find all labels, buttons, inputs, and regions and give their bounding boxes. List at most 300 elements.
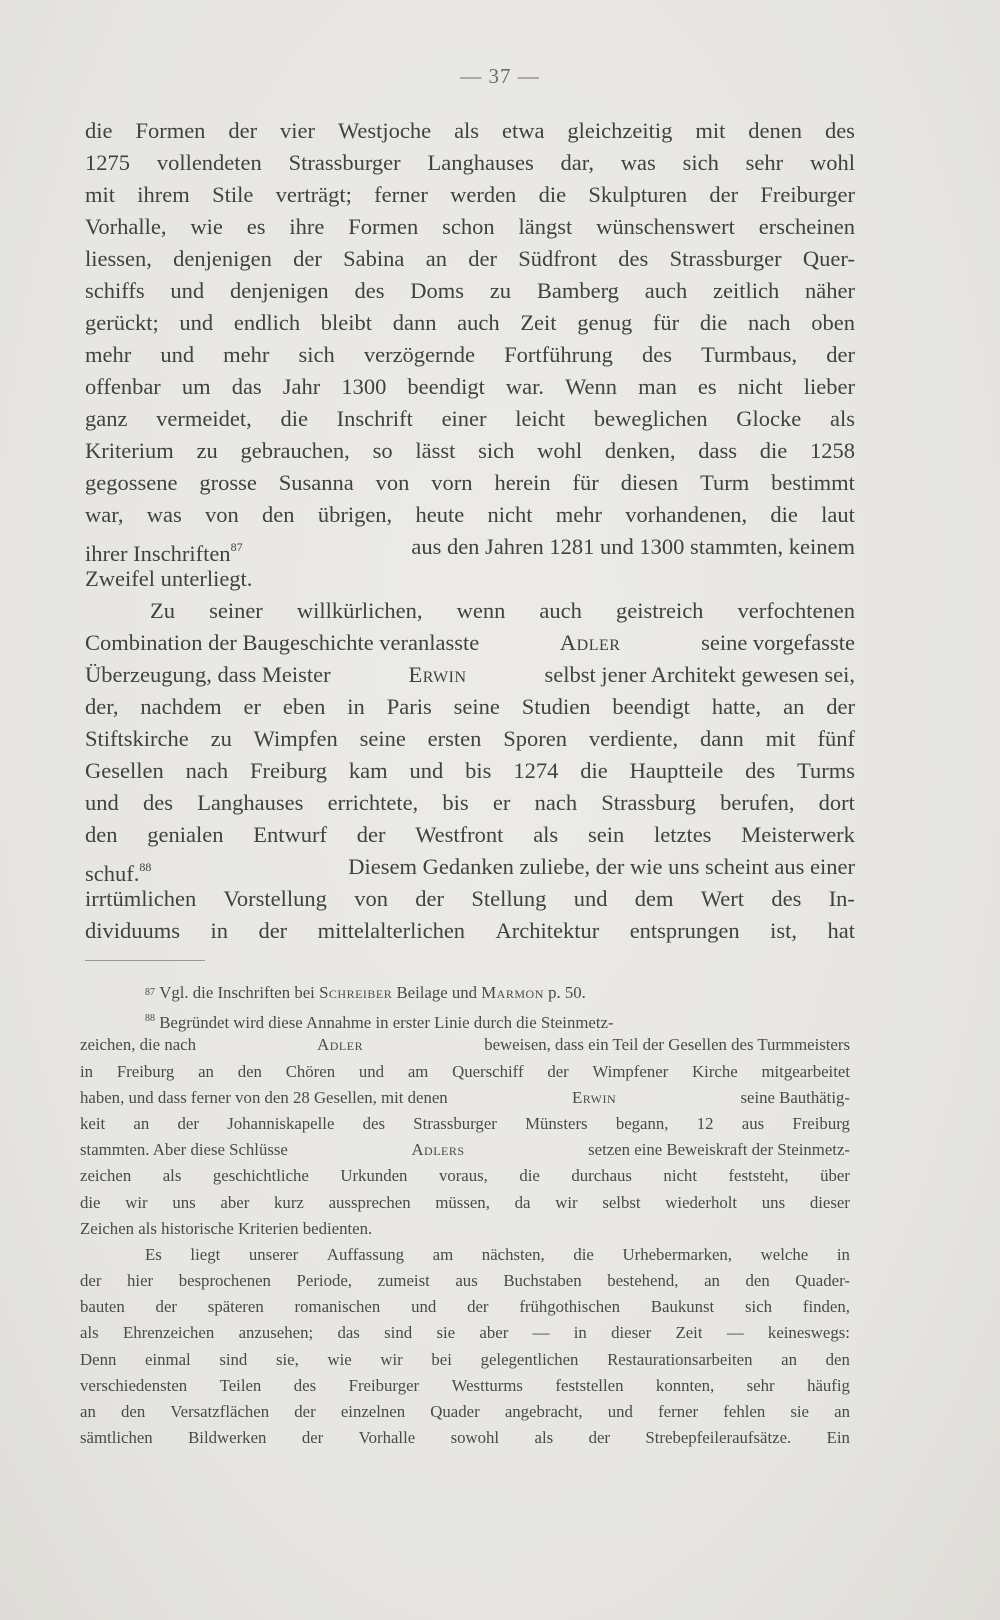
word: sie: [436, 1323, 456, 1343]
word: für: [652, 310, 680, 335]
word: sie,: [275, 1349, 299, 1369]
word: den: [825, 1349, 850, 1369]
word: an: [80, 1402, 96, 1421]
word: und: [411, 1297, 437, 1317]
word: mit: [695, 118, 726, 143]
page-number: — 37 —: [460, 64, 540, 88]
word: Stellung: [471, 886, 547, 911]
word: etwa: [502, 118, 545, 143]
word: In-: [828, 886, 855, 911]
word: Wenn: [565, 374, 618, 399]
word: angebracht,: [504, 1402, 583, 1421]
word: auch: [539, 598, 582, 623]
word: und: [160, 342, 195, 367]
word: an: [198, 1061, 214, 1081]
word: sein: [587, 822, 625, 847]
word: ganz: [85, 406, 128, 431]
word: Quer-: [802, 246, 855, 271]
word: mitgearbeitet: [761, 1061, 850, 1081]
word: Architektur: [495, 918, 600, 943]
word: vollendeten: [156, 150, 262, 175]
text-line: [85, 211, 855, 243]
word: vier: [280, 118, 316, 143]
word: nicht: [737, 374, 783, 399]
word: übrigen,: [317, 502, 393, 527]
word: der: [356, 822, 386, 847]
word: Paris: [386, 694, 432, 719]
word: Strassburg: [601, 790, 696, 815]
footnote-88-line: [80, 1137, 850, 1163]
footnote-number: $^{88}$ Begründet wird diese Annahme in erster Linie durch die Steinmetz-: [145, 1013, 614, 1033]
word: verdiente,: [588, 726, 679, 751]
word: kam: [348, 758, 388, 783]
word: Langhauses: [197, 790, 304, 815]
footnote-88-line: [80, 1163, 850, 1189]
word: mehr: [223, 342, 270, 367]
text-line: [85, 275, 855, 307]
word: den: [85, 822, 118, 847]
word: sind: [384, 1323, 413, 1343]
word: beendigt: [612, 694, 690, 719]
text-line: Zweifel unterliegt.: [85, 566, 253, 591]
text-segment: setzen eine Beweiskraft der Steinmetz-: [588, 1140, 850, 1160]
word: Bildwerken: [188, 1428, 267, 1448]
word: Turm: [700, 470, 750, 495]
word: dann: [392, 310, 437, 335]
word: Formen: [135, 118, 206, 143]
word: Es: [145, 1244, 162, 1264]
word: bei: [431, 1349, 452, 1369]
word: dieser: [611, 1323, 652, 1343]
word: fehlen: [723, 1402, 766, 1421]
word: gerückt;: [85, 310, 159, 335]
word: Quader-: [795, 1271, 850, 1291]
word: Querschiff: [452, 1061, 524, 1081]
word: irrtümlichen: [85, 886, 197, 911]
word: schiffs: [85, 278, 145, 303]
footnote-ref-88[interactable]: 88: [139, 860, 152, 874]
text-segment: zeichen, die nach: [80, 1035, 197, 1055]
word: eben: [282, 694, 326, 719]
text-line: [85, 435, 855, 467]
word: wir: [380, 1349, 403, 1369]
word: Auffassung: [326, 1244, 404, 1264]
word: auch: [644, 278, 688, 303]
word: gegossene: [85, 470, 178, 495]
word: genug: [577, 310, 633, 335]
word: wir: [125, 1192, 148, 1212]
word: denken,: [604, 438, 676, 463]
footnote-ref-87[interactable]: 87: [230, 540, 243, 554]
word: vermeidet,: [156, 406, 252, 431]
word: nicht: [487, 502, 533, 527]
word: der: [709, 182, 739, 207]
footnote-88-line: Zeichen als historische Kriterien bedienten.: [80, 1218, 373, 1238]
word: der: [468, 246, 497, 271]
word: verträgt;: [275, 182, 352, 207]
text-segment: Überzeugung, dass Meister: [85, 662, 331, 687]
word: Susanna: [278, 470, 354, 495]
word: war.: [505, 374, 545, 399]
word: der: [293, 246, 322, 271]
word: der: [547, 1061, 569, 1081]
word: uns: [172, 1192, 196, 1212]
word: Strassburger: [288, 150, 401, 175]
word: Münsters: [525, 1113, 588, 1133]
word: Skulpturen: [588, 182, 688, 207]
text-line: [85, 851, 855, 886]
text-line: [85, 755, 855, 787]
word: den: [262, 502, 295, 527]
word: ihre: [289, 214, 325, 239]
text-line: [85, 691, 855, 723]
word: der: [415, 886, 445, 911]
text-line: [85, 243, 855, 275]
word: zeitlich: [713, 278, 780, 303]
word: zu: [489, 278, 512, 303]
word: das: [337, 1323, 360, 1343]
word: beendigt: [407, 374, 485, 399]
word: genialen: [147, 822, 224, 847]
word: —: [532, 1323, 550, 1343]
word: bis: [442, 790, 469, 815]
word: aber: [220, 1192, 250, 1212]
word: von: [354, 886, 388, 911]
word: die: [538, 182, 567, 207]
text-segment: selbst jener Architekt gewesen sei,: [544, 662, 855, 687]
word: wie: [190, 214, 223, 239]
word: sich: [298, 342, 335, 367]
word: der: [588, 1428, 610, 1448]
text-line: [85, 595, 855, 627]
word: 1274: [513, 758, 559, 783]
word: wiederholt: [665, 1192, 738, 1212]
word: auch: [457, 310, 500, 335]
word: mittelalterlichen: [317, 918, 466, 943]
word: der: [467, 1297, 489, 1317]
word: des: [771, 886, 802, 911]
word: welche: [760, 1244, 809, 1264]
word: Vorstellung: [223, 886, 327, 911]
word: der: [80, 1271, 102, 1291]
word: sehr: [746, 1375, 775, 1395]
word: und: [409, 758, 444, 783]
word: als: [162, 1166, 182, 1186]
word: ferner: [374, 182, 428, 207]
word: Südfront: [518, 246, 597, 271]
word: Doms: [410, 278, 465, 303]
word: Entwurf: [253, 822, 327, 847]
word: Wert: [700, 886, 745, 911]
person-name: Erwin: [408, 662, 467, 687]
word: Zeit: [675, 1323, 703, 1343]
word: grosse: [199, 470, 257, 495]
word: Buchstaben: [503, 1271, 582, 1291]
footnote-88-line: [80, 1006, 850, 1032]
word: nächsten,: [481, 1244, 545, 1264]
text-segment: seine vorgefasste: [701, 630, 855, 655]
footnote-88-line: [80, 1111, 850, 1137]
word: 1258: [809, 438, 855, 463]
word: Vorhalle: [358, 1428, 416, 1448]
word: sie: [790, 1402, 810, 1421]
author-name: Marmon: [481, 983, 544, 1002]
word: Baukunst: [650, 1297, 715, 1317]
word: Freiburg: [792, 1113, 850, 1133]
word: Studien: [521, 694, 591, 719]
word: Freiburg: [249, 758, 328, 783]
word: und: [85, 790, 119, 815]
word: wie: [327, 1349, 352, 1369]
word: seine: [359, 726, 406, 751]
footnote-88-line: [80, 1373, 850, 1399]
word: nicht: [663, 1166, 697, 1186]
word: liessen,: [85, 246, 152, 271]
word: der: [826, 342, 855, 367]
text-line: [85, 627, 855, 659]
word: am: [407, 1061, 429, 1081]
word: des: [142, 790, 173, 815]
word: den: [237, 1061, 262, 1081]
word: keit: [80, 1113, 106, 1133]
word: Gesellen: [85, 758, 164, 783]
word: hatte,: [711, 694, 762, 719]
word: späteren: [207, 1297, 264, 1317]
word: Formen: [348, 214, 419, 239]
word: begann,: [615, 1113, 669, 1133]
word: Fortführung: [504, 342, 613, 367]
word: Westfront: [415, 822, 504, 847]
word: einer: [441, 406, 487, 431]
word: dividuums: [85, 918, 181, 943]
word: Urkunden: [340, 1166, 408, 1186]
word: die: [759, 438, 788, 463]
word: 1300: [341, 374, 387, 399]
word: denjenigen: [229, 278, 329, 303]
word: seiner: [209, 598, 263, 623]
word: lässt: [415, 438, 456, 463]
author-name: Adler: [559, 630, 621, 655]
text-line: [85, 371, 855, 403]
footnote-88-line: [80, 1085, 850, 1111]
text-segment: beweisen, dass ein Teil der Gesellen des Turmmeisters: [484, 1035, 850, 1055]
word: mit: [85, 182, 116, 207]
text-segment: haben, und dass ferner von den 28 Gesellen, mit denen: [80, 1087, 448, 1107]
word: nachdem: [140, 694, 222, 719]
author-name: Adler: [317, 1035, 364, 1055]
footnote-88-line: [80, 1399, 850, 1425]
word: romanischen: [294, 1297, 381, 1317]
word: beweglichen: [593, 406, 708, 431]
word: Freiburg: [116, 1061, 175, 1081]
word: in: [210, 918, 228, 943]
word: die: [280, 406, 308, 431]
text-line: [85, 115, 855, 147]
footnote-divider: [85, 960, 205, 961]
word: berufen,: [720, 790, 795, 815]
word: ist,: [770, 918, 798, 943]
word: der: [258, 918, 288, 943]
word: von: [205, 502, 239, 527]
word: herein: [494, 470, 551, 495]
word: sind: [219, 1349, 248, 1369]
person-name: Erwin: [572, 1087, 617, 1107]
text-line: [85, 659, 855, 691]
word: Ehrenzeichen: [122, 1323, 215, 1343]
word: Teilen: [219, 1375, 262, 1395]
word: letztes: [653, 822, 712, 847]
text-segment: Combination der Baugeschichte veranlasste: [85, 630, 480, 655]
text-line: [85, 467, 855, 499]
word: dar,: [560, 150, 594, 175]
word: laut: [821, 502, 855, 527]
word: der: [301, 1428, 324, 1448]
word: Strassburger: [413, 1113, 497, 1133]
word: die: [85, 118, 113, 143]
word: geistreich: [615, 598, 704, 623]
word: vorhandenen,: [625, 502, 748, 527]
word: Kirche: [692, 1061, 738, 1081]
word: Versatzflächen: [170, 1402, 270, 1421]
word: hat: [827, 918, 855, 943]
word: gebrauchen,: [240, 438, 350, 463]
word: der: [294, 1402, 316, 1421]
word: Meisterwerk: [741, 822, 855, 847]
footnote-number: 87: [145, 987, 155, 998]
word: Wimpfener: [592, 1061, 669, 1081]
word: bis: [465, 758, 492, 783]
word: dieser: [809, 1192, 850, 1212]
word: was: [146, 502, 182, 527]
word: in: [573, 1323, 587, 1343]
word: wünschenswert: [596, 214, 735, 239]
word: —: [726, 1323, 744, 1343]
word: war,: [85, 502, 124, 527]
word: aber: [479, 1323, 509, 1343]
footnote-88-line: [80, 1320, 850, 1346]
word: sich: [682, 150, 719, 175]
word: wohl: [809, 150, 855, 175]
word: Jahr: [282, 374, 321, 399]
word: Restaurationsarbeiten: [607, 1349, 753, 1369]
word: man: [638, 374, 677, 399]
word: Stiftskirche: [85, 726, 189, 751]
word: denen: [748, 118, 802, 143]
word: so: [372, 438, 393, 463]
word: feststeht,: [728, 1166, 789, 1186]
word: über: [820, 1166, 850, 1186]
word: ferner: [658, 1402, 699, 1421]
word: endlich: [233, 310, 301, 335]
word: gelegentlichen: [480, 1349, 579, 1369]
word: willkürlichen,: [296, 598, 423, 623]
word: als: [829, 406, 855, 431]
word: Freiburger: [348, 1375, 420, 1395]
word: und: [179, 310, 214, 335]
word: zeichen: [80, 1166, 132, 1186]
word: keineswegs:: [767, 1323, 850, 1343]
word: an: [783, 694, 805, 719]
text-segment: Diesem Gedanken zuliebe, der wie uns scheint aus einer: [348, 854, 855, 879]
word: da: [514, 1192, 531, 1212]
word: dann: [700, 726, 744, 751]
word: Hauptteile: [629, 758, 724, 783]
word: Denn: [80, 1349, 117, 1369]
word: Urhebermarken,: [622, 1244, 732, 1264]
text-line: [85, 499, 855, 531]
word: offenbar: [85, 374, 161, 399]
word: mehr: [85, 342, 132, 367]
word: verfochtenen: [737, 598, 855, 623]
word: die: [580, 758, 608, 783]
word: die: [770, 502, 798, 527]
word: Turms: [797, 758, 855, 783]
word: an: [133, 1113, 150, 1133]
text-line: [85, 723, 855, 755]
word: Sporen: [503, 726, 567, 751]
word: entsprungen: [629, 918, 740, 943]
word: die: [519, 1166, 540, 1186]
word: Wimpfen: [253, 726, 338, 751]
word: sämtlichen: [80, 1428, 153, 1448]
word: Kriterium: [85, 438, 174, 463]
word: es: [246, 214, 266, 239]
text-line: [85, 915, 855, 947]
word: um: [181, 374, 211, 399]
word: von: [375, 470, 410, 495]
word: den: [120, 1402, 146, 1421]
footnote-88-line: [80, 1347, 850, 1373]
author-name: Schreiber: [319, 983, 393, 1002]
word: lieber: [803, 374, 855, 399]
footnote-88-line: [80, 1268, 850, 1294]
word: des: [641, 342, 672, 367]
word: nach: [748, 310, 791, 335]
word: verzögernde: [363, 342, 476, 367]
text-line: [85, 147, 855, 179]
word: frühgothischen: [519, 1297, 620, 1317]
word: aus: [741, 1113, 765, 1133]
text-line: [85, 339, 855, 371]
word: Strebepfeileraufsätze.: [645, 1428, 792, 1448]
word: mehr: [555, 502, 602, 527]
word: als: [534, 1428, 554, 1448]
word: die: [699, 310, 728, 335]
word: Quader: [430, 1402, 480, 1421]
text-segment: aus den Jahren 1281 und 1300 stammten, keinem: [411, 534, 855, 559]
word: der: [155, 1297, 177, 1317]
word: Vorhalle,: [85, 214, 167, 239]
word: als: [533, 822, 559, 847]
word: Glocke: [736, 406, 802, 431]
word: die: [80, 1192, 101, 1212]
word: näher: [805, 278, 855, 303]
word: nach: [185, 758, 229, 783]
word: des: [293, 1375, 317, 1395]
word: heute: [415, 502, 465, 527]
word: ihrem: [137, 182, 190, 207]
word: werden: [450, 182, 517, 207]
word: liegt: [190, 1244, 221, 1264]
word: 12: [696, 1113, 714, 1133]
footnote-88-line: [80, 1059, 850, 1085]
word: in: [836, 1244, 850, 1264]
word: Strassburger: [669, 246, 782, 271]
footnote-88-line: [80, 1242, 850, 1268]
word: nach: [534, 790, 578, 815]
word: zu: [210, 726, 232, 751]
word: sich: [478, 438, 515, 463]
